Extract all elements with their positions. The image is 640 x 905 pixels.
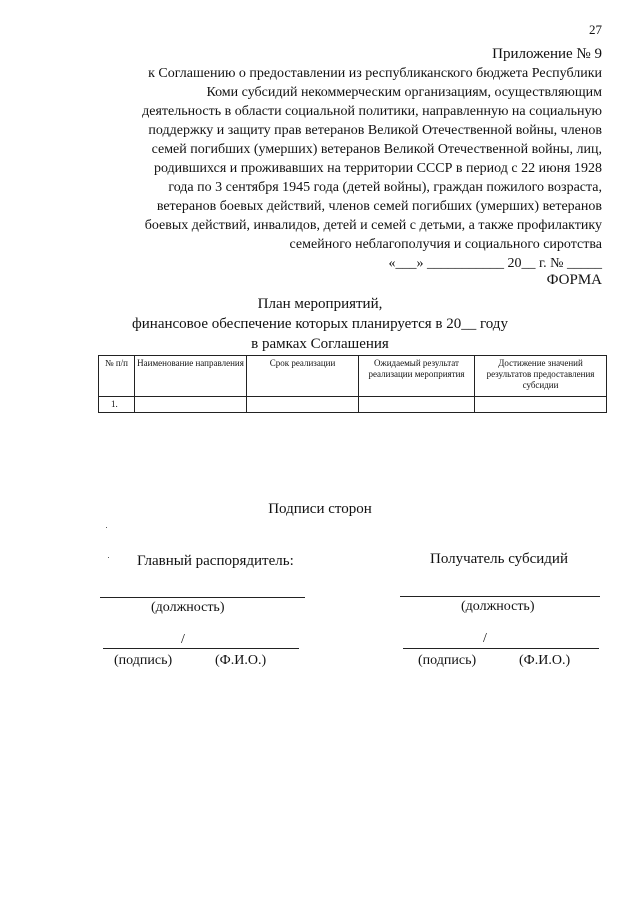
appendix-line: к Соглашению о предоставлении из республиканского бюджета Республики [148,66,602,81]
table-cell [475,397,607,413]
scan-speck [106,527,107,528]
left-position-line [100,597,305,598]
plan-table [98,355,607,413]
appendix-line: семей погибших (умерших) ветеранов Великой Отечественной войны, лиц, [151,142,602,157]
right-signature-line [403,648,599,649]
left-name-caption: (Ф.И.О.) [215,653,267,668]
right-signature-caption: (подпись) [418,653,477,668]
page-number: 27 [589,22,602,37]
appendix-line: семейного неблагополучия и социального сиротства [289,237,602,252]
appendix-line: родившихся и проживавших на территории СССР в период с 22 июня 1928 [153,161,602,176]
table-row [99,397,607,413]
appendix-title: Приложение № 9 [492,46,602,62]
right-name-caption: (Ф.И.О.) [519,653,571,668]
left-signature-caption: (подпись) [114,653,173,668]
appendix-line: деятельность в области социальной политики, направленную на социальную [142,104,602,119]
column-header-expected-result: Ожидаемый результат реализации мероприятия [359,356,475,397]
table-cell [135,397,247,413]
table-header-row [99,356,607,397]
left-position-caption: (должность) [151,600,225,615]
appendix-line: ветеранов боевых действий, членов семей погибших (умерших) ветеранов [156,199,602,214]
left-party-title: Главный распорядитель: [137,553,294,569]
appendix-line: года по 3 сентября 1945 года (детей войны), граждан пожилого возраста, [168,180,602,195]
column-header-period: Срок реализации [247,356,359,397]
appendix-line: Коми субсидий некоммерческим организациям, осуществляющим [206,85,602,100]
scan-speck [108,557,109,558]
table-cell [359,397,475,413]
appendix-line: боевых действий, инвалидов, детей и семей с детьми, а также профилактику [144,218,602,233]
column-header-achievement: Достижение значений результатов предоставления субсидии [475,356,607,397]
agreement-date-number-line: «___» ___________ 20__ г. № _____ [388,256,602,271]
column-header-direction: Наименование направления [135,356,247,397]
left-signature-slash: / [181,632,185,647]
signatures-title: Подписи сторон [268,501,372,517]
plan-title-line: План мероприятий, [257,296,383,312]
right-position-line [400,596,600,597]
appendix-body [82,64,602,273]
right-signature-slash: / [483,631,487,646]
left-signature-line [103,648,299,649]
table-cell [247,397,359,413]
appendix-line: поддержку и защиту прав ветеранов Великой Отечественной войны, членов [148,123,602,138]
form-label: ФОРМА [546,272,602,288]
right-position-caption: (должность) [461,599,535,614]
right-party-title: Получатель субсидий [430,551,568,567]
table-cell: 1. [99,397,135,413]
plan-title [0,294,640,354]
plan-title-line: в рамках Соглашения [251,336,389,352]
plan-title-line: финансовое обеспечение которых планируется в 20__ году [132,316,508,332]
column-header-number: № п/п [99,356,135,397]
